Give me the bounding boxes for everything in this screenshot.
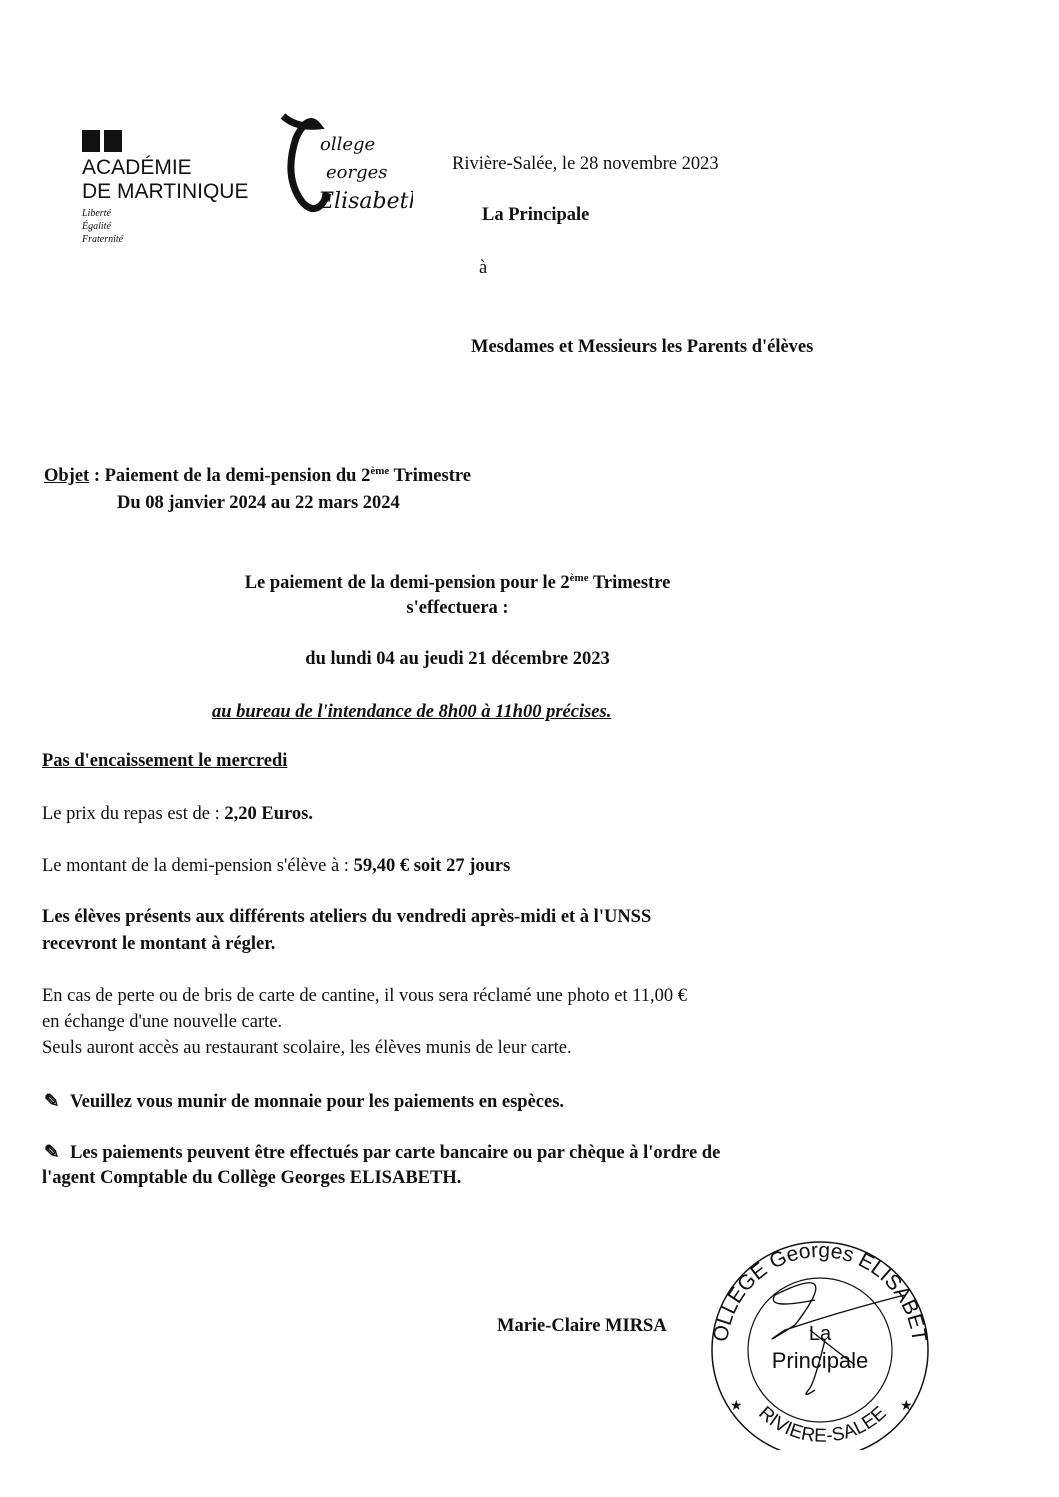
official-stamp [705, 1240, 935, 1450]
svg-text:Elisabeth: Elisabeth [318, 189, 413, 214]
note-1 [44, 1091, 564, 1113]
payment-location: au bureau de l'intendance de 8h00 à 11h00 précises. [212, 702, 612, 722]
subject-text: : Paiement de la demi-pension du 2 [89, 466, 371, 487]
stamp-center-2: Principale [771, 1348, 869, 1373]
note-2-text: Les paiements peuvent être effectués par carte bancaire ou par chèque à l'ordre de [70, 1143, 721, 1163]
motto-3: Fraternité [82, 234, 124, 245]
stamp-bottom-text: RIVIERE-SALEE [754, 1402, 891, 1447]
place-date: Rivière-Salée, le 28 novembre 2023 [452, 154, 719, 174]
note-1-text: Veuillez vous munir de monnaie pour les paiements en espèces. [70, 1092, 565, 1112]
subject-text-2: Trimestre [389, 466, 471, 487]
academy-name-2: DE MARTINIQUE [82, 180, 249, 203]
intro-line-1 [0, 572, 915, 594]
svg-text:ollege: ollege [320, 134, 376, 155]
marianne-flag-icon [82, 130, 126, 152]
academy-name-1: ACADÉMIE [82, 156, 192, 179]
stamp-top-text: OLLEGE Georges ELISABET [709, 1240, 931, 1344]
payment-period: du lundi 04 au jeudi 21 décembre 2023 [305, 649, 610, 669]
subject-line [44, 465, 471, 487]
svg-text:RIVIERE-SALEE [754, 1403, 890, 1447]
pencil-icon: ✎ [44, 1092, 60, 1112]
card-line-3: Seuls auront accès au restaurant scolaire, les élèves munis de leur carte. [42, 1038, 572, 1058]
svg-text:eorges: eorges [326, 162, 388, 183]
card-line-2: en échange d'une nouvelle carte. [42, 1012, 283, 1032]
intro-text-2: Trimestre [588, 573, 671, 594]
pencil-icon: ✎ [44, 1143, 60, 1163]
motto-1: Liberté [82, 208, 111, 219]
motto-2: Égalité [82, 221, 111, 232]
academy-logo [82, 130, 248, 246]
amount-label: Le montant de la demi-pension s'élève à : [42, 856, 354, 876]
intro-sup: ème [569, 572, 589, 584]
card-line-1: En cas de perte ou de bris de carte de cantine, il vous sera réclamé une photo et 11,00 € [42, 986, 688, 1006]
to: à [479, 258, 488, 278]
meal-price-label: Le prix du repas est de : [42, 804, 225, 824]
ateliers-line-1: Les élèves présents aux différents ateliers du vendredi après-midi et à l'UNSS [42, 907, 652, 927]
ateliers-line-2: recevront le montant à régler. [42, 934, 276, 954]
recipient: Mesdames et Messieurs les Parents d'élèves [471, 337, 814, 357]
subject-sup: ème [370, 465, 390, 477]
amount [42, 856, 510, 877]
college-logo [278, 108, 413, 228]
subject-label: Objet [44, 466, 90, 487]
no-wednesday: Pas d'encaissement le mercredi [42, 751, 288, 771]
meal-price [42, 804, 313, 825]
intro-text: Le paiement de la demi-pension pour le 2 [244, 573, 570, 594]
intro-line-2: s'effectuera : [406, 598, 509, 618]
stamp-center-1: La [808, 1323, 832, 1345]
note-2-line-2: l'agent Comptable du Collège Georges ELISABETH. [42, 1168, 462, 1188]
handwritten-signature [772, 1283, 905, 1395]
note-2 [44, 1142, 720, 1164]
svg-text:★: ★ [730, 1399, 743, 1414]
svg-text:★: ★ [900, 1399, 913, 1414]
amount-value: 59,40 € soit 27 jours [353, 856, 511, 876]
sender: La Principale [482, 205, 590, 225]
subject-dates: Du 08 janvier 2024 au 22 mars 2024 [117, 493, 400, 513]
meal-price-value: 2,20 Euros. [224, 804, 313, 824]
signatory-name: Marie-Claire MIRSA [497, 1316, 667, 1336]
